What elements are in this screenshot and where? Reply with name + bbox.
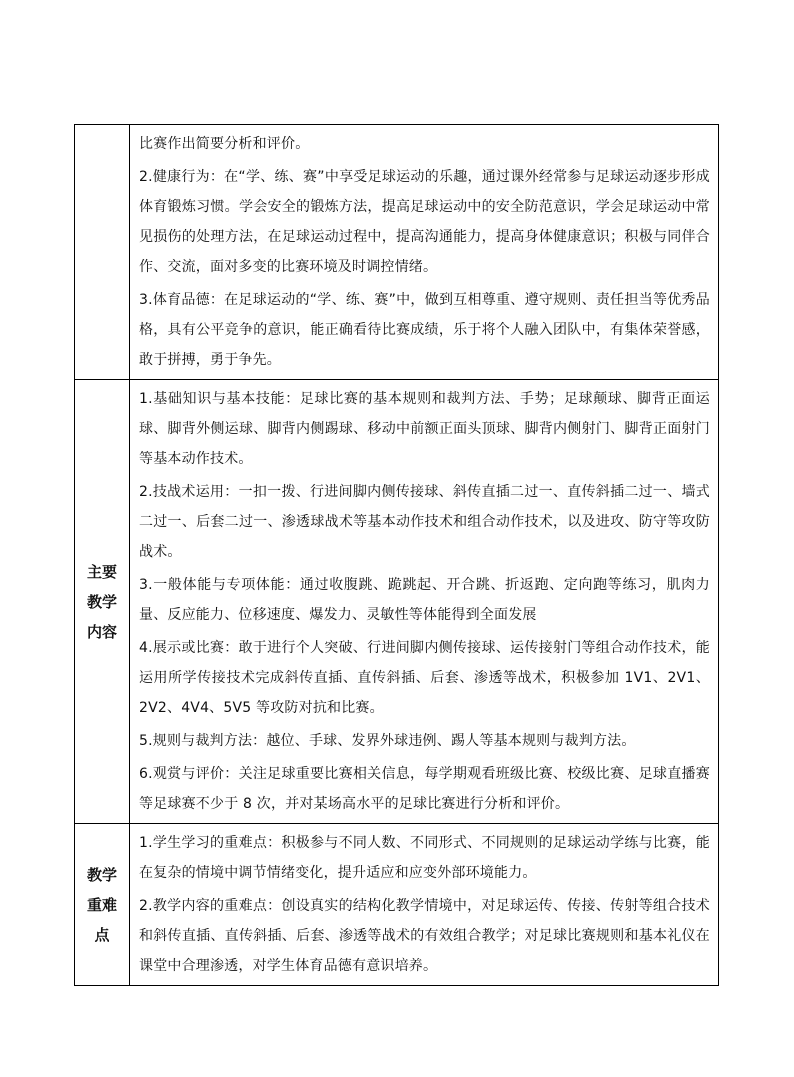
paragraph-fitness: 3.一般体能与专项体能：通过收腹跳、跪跳起、开合跳、折返跑、定向跑等练习，肌肉力量、反应能力、位移速度、爆发力、灵敏性等体能得到全面发展 (139, 577, 710, 623)
objectives-content-cell (130, 125, 719, 380)
paragraph-competition: 4.展示或比赛：敢于进行个人突破、行进间脚内侧传接球、运传接射门等组合动作技术，能运用所学传接技术完成斜传直插、直传斜插、后套、渗透等战术，积极参加 1V1、2V1、2V2、4V4、5V5 等攻防对抗和比赛。 (139, 640, 710, 716)
paragraph-learning-difficulties: 1.学生学习的重难点：积极参与不同人数、不同形式、不同规则的足球运动学练与比赛，能在复杂的情境中调节情绪变化，提升适应和应变外部环境能力。 (139, 835, 710, 881)
label-line: 内容 (86, 622, 117, 641)
row-label-key-difficulties (75, 824, 130, 986)
paragraph-appreciation: 6.观赏与评价：关注足球重要比赛相关信息，每学期观看班级比赛、校级比赛、足球直播赛等足球赛不少于 8 次，并对某场高水平的足球比赛进行分析和评价。 (139, 766, 710, 812)
table-row-main-content (75, 380, 719, 824)
row-label-empty (75, 125, 130, 380)
paragraph-health-behavior: 2.健康行为：在“学、练、赛”中享受足球运动的乐趣，通过课外经常参与足球运动逐步形成体育锻炼习惯。学会安全的锻炼方法，提高足球运动中的安全防范意识，学会足球运动中常见损伤的处理方法，在足球运动过程中，提高沟通能力，提高身体健康意识；积极与同伴合作、交流，面对多变的比赛环境及时调控情绪。 (139, 169, 710, 275)
main-content-cell (130, 380, 719, 824)
paragraph-rules: 5.规则与裁判方法：越位、手球、发界外球违例、踢人等基本规则与裁判方法。 (139, 733, 636, 749)
paragraph-evaluation-tail: 比赛作出简要分析和评价。 (139, 136, 310, 152)
label-line: 教学 (86, 865, 117, 884)
label-line: 点 (94, 925, 110, 944)
label-line: 主要 (86, 562, 117, 581)
paragraph-tactics: 2.技战术运用：一扣一拨、行进间脚内侧传接球、斜传直插二过一、直传斜插二过一、墙式二过一、后套二过一、渗透球战术等基本动作技术和组合动作技术，以及进攻、防守等攻防战术。 (139, 484, 710, 560)
key-difficulties-cell (130, 824, 719, 986)
curriculum-table (74, 124, 719, 986)
label-line: 重难 (86, 895, 117, 914)
table-row-objectives-continued (75, 125, 719, 380)
row-label-main-content (75, 380, 130, 824)
table-row-key-difficulties (75, 824, 719, 986)
paragraph-basic-skills: 1.基础知识与基本技能：足球比赛的基本规则和裁判方法、手势；足球颠球、脚背正面运球、脚背外侧运球、脚背内侧踢球、移动中前额正面头顶球、脚背内侧射门、脚背正面射门等基本动作技术。 (139, 391, 710, 467)
label-line: 教学 (86, 592, 117, 611)
paragraph-sports-ethics: 3.体育品德：在足球运动的“学、练、赛”中，做到互相尊重、遵守规则、责任担当等优秀品格，具有公平竞争的意识，能正确看待比赛成绩，乐于将个人融入团队中，有集体荣誉感，敢于拼搏，勇于争先。 (139, 292, 710, 368)
paragraph-teaching-difficulties: 2.教学内容的重难点：创设真实的结构化教学情境中，对足球运传、传接、传射等组合技术和斜传直插、直传斜插、后套、渗透等战术的有效组合教学；对足球比赛规则和基本礼仪在课堂中合理渗透，对学生体育品德有意识培养。 (139, 898, 710, 974)
